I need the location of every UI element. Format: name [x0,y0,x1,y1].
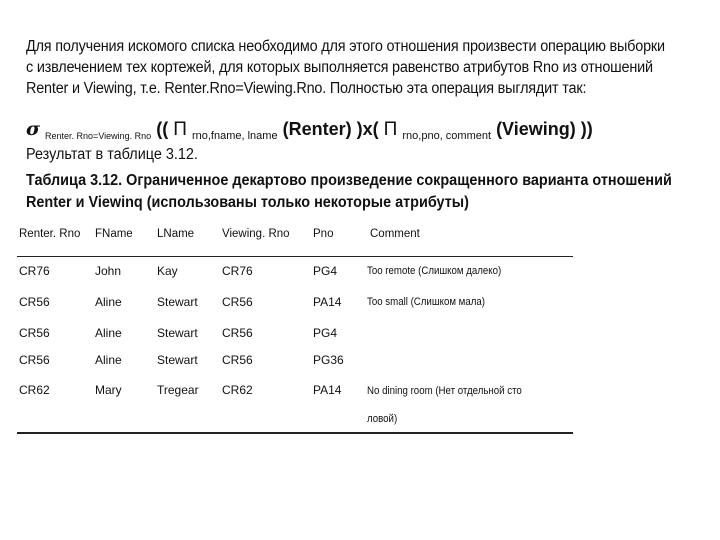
formula-open-paren: (( [156,119,169,139]
table-cell: Kay [157,264,178,278]
table-cell: Stewart [157,295,198,309]
intro-paragraph [26,36,668,99]
table-cell: Mary [95,383,122,397]
table-cell: John [95,264,122,278]
column-header-fname: FName [95,228,133,240]
table-cell: CR76 [19,264,50,278]
result-text: Результат в таблице 3.12. [26,146,198,163]
projection-symbol: Π [383,119,398,140]
table-header-rule [17,256,573,257]
table-cell: Too remote (Слишком далеко) [367,265,502,277]
projection-symbol: Π [173,119,187,140]
column-header-renter-rno: Renter. Rno [19,228,81,240]
intro-line: Renter и Viewing, т.е. Renter.Rno=Viewing.Rno. Полностью эта операция выглядит так: [26,80,587,97]
caption-line: Renter и Viewinq (использованы только некоторые атрибуты) [26,194,469,211]
intro-line: Для получения искомого списка необходимо для этого отношения произвести операцию выборки [26,38,665,55]
projection-attributes: rno,fname, lname [191,130,278,142]
table-cell: Stewart [157,326,198,340]
table-cell: CR62 [222,383,253,397]
table-cell: No dining room (Нет отдельной сто [367,385,522,397]
table-cell: Tregear [157,383,199,397]
table-cell: CR56 [222,353,253,367]
column-header-comment: Comment [370,228,420,240]
table-cell: CR56 [222,326,253,340]
table-cell: PA14 [313,383,342,397]
table-cell: CR56 [222,295,253,309]
table-cell: PG4 [313,326,338,340]
table-cell: CR76 [222,264,253,278]
column-header-lname: LName [157,228,195,240]
table-cell: PG4 [313,264,338,278]
cross-product-operator: )x( [356,119,379,139]
table-caption [26,170,672,214]
table-cell-continuation: ловой) [367,413,398,425]
table-cell: Too small (Слишком мала) [367,296,485,308]
selection-condition: Renter. Rno=Viewing. Rno [45,131,152,141]
table-cell: Aline [95,326,122,340]
table-bottom-rule [17,432,573,434]
table-cell: CR62 [19,383,50,397]
relation-renter: (Renter) [282,119,352,139]
table-cell: Aline [95,353,122,367]
table-cell: Stewart [157,353,198,367]
projection-attributes: rno,pno, comment [402,130,492,142]
table-cell: CR56 [19,326,50,340]
column-header-pno: Pno [313,228,334,240]
intro-line: с извлечением тех кортежей, для которых выполняется равенство атрибутов Rno из отношений [26,59,653,76]
table-cell: CR56 [19,353,50,367]
formula-close-paren: )) [580,119,593,139]
table-cell: PG36 [313,353,344,367]
sigma-symbol: σ [26,118,41,140]
table-cell: Aline [95,295,122,309]
relational-algebra-formula [26,116,593,149]
column-header-viewing-rno: Viewing. Rno [222,228,290,240]
relation-viewing: (Viewing) [496,119,576,139]
table-cell: CR56 [19,295,50,309]
caption-line: Таблица 3.12. Ограниченное декартово произведение сокращенного варианта отношений [26,172,672,189]
table-cell: PA14 [313,295,342,309]
